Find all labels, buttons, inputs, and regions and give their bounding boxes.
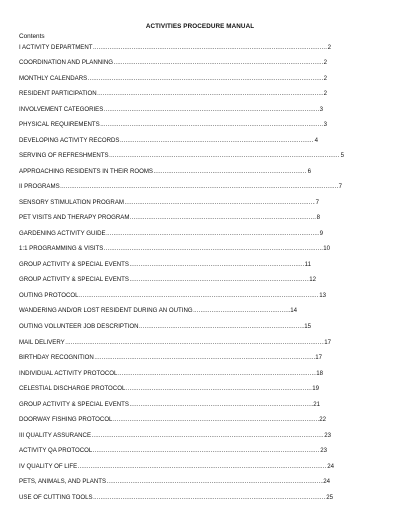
toc-entry[interactable] (19, 416, 326, 425)
toc-dot-leader (97, 90, 323, 97)
toc-dot-leader (65, 339, 323, 346)
toc-entry-page-number: 23 (324, 432, 331, 439)
contents-heading: Contents (19, 33, 45, 40)
toc-entry-label: BIRTHDAY RECOGNITION (19, 354, 94, 361)
document-title: ACTIVITIES PROCEDURE MANUAL (145, 23, 255, 30)
toc-entry-page-number: 11 (304, 261, 311, 268)
toc-entry-page-number: 17 (324, 339, 331, 346)
toc-entry-page-number: 2 (323, 59, 327, 66)
toc-dot-leader (93, 447, 320, 454)
toc-entry-page-number: 7 (315, 199, 319, 206)
toc-entry-label: PHYSICAL REQUIREMENTS (19, 121, 100, 128)
toc-dot-leader (104, 245, 323, 252)
toc-dot-leader (109, 152, 340, 159)
toc-entry-page-number: 6 (307, 168, 311, 175)
toc-dot-leader (126, 385, 312, 392)
toc-dot-leader (193, 307, 290, 314)
toc-entry-page-number: 18 (316, 370, 323, 377)
toc-entry-page-number: 17 (315, 354, 322, 361)
toc-entry[interactable] (19, 75, 327, 84)
toc-dot-leader (104, 106, 319, 113)
toc-entry-page-number: 4 (314, 137, 318, 144)
toc-entry-page-number: 2 (327, 44, 331, 51)
toc-entry-page-number: 14 (290, 307, 297, 314)
toc-dot-leader (93, 494, 326, 501)
toc-dot-leader (139, 323, 304, 330)
toc-dot-leader (114, 59, 324, 66)
toc-dot-leader (107, 478, 323, 485)
toc-entry-page-number: 13 (319, 292, 326, 299)
toc-entry[interactable] (19, 385, 319, 394)
toc-entry[interactable] (19, 463, 334, 472)
toc-dot-leader (60, 183, 338, 190)
toc-entry-page-number: 25 (326, 494, 333, 501)
toc-entry[interactable] (19, 183, 342, 192)
toc-entry-label: I ACTIVITY DEPARTMENT (19, 44, 93, 51)
toc-entry-page-number: 15 (304, 323, 311, 330)
toc-entry-page-number: 24 (323, 478, 330, 485)
toc-entry[interactable] (19, 230, 323, 239)
toc-entry-label: PETS, ANIMALS, AND PLANTS (19, 478, 107, 485)
toc-entry[interactable] (19, 44, 331, 53)
toc-entry[interactable] (19, 261, 311, 270)
toc-entry-page-number: 23 (320, 447, 327, 454)
toc-entry-label: RESIDENT PARTICIPATION (19, 90, 97, 97)
toc-entry-label: IV QUALITY OF LIFE (19, 463, 78, 470)
toc-entry-label: OUTING PROTOCOL (19, 292, 79, 299)
toc-dot-leader (129, 401, 312, 408)
toc-entry-label: II PROGRAMS (19, 183, 60, 190)
toc-entry-label: WANDERING AND/OR LOST RESIDENT DURING AN OUTING (19, 307, 193, 314)
toc-entry-label: GROUP ACTIVITY & SPECIAL EVENTS (19, 276, 129, 283)
toc-entry[interactable] (19, 370, 323, 379)
toc-entry[interactable] (19, 106, 323, 115)
toc-entry-page-number: 21 (313, 401, 320, 408)
toc-entry[interactable] (19, 152, 344, 161)
toc-entry[interactable] (19, 478, 330, 487)
toc-entry[interactable] (19, 276, 316, 285)
toc-entry-label: MAIL DELIVERY (19, 339, 65, 346)
toc-entry-label: GARDENING ACTIVITY GUIDE (19, 230, 106, 237)
toc-dot-leader (129, 261, 304, 268)
toc-entry-label: USE OF CUTTING TOOLS (19, 494, 93, 501)
toc-entry-label: PET VISITS AND THERAPY PROGRAM (19, 214, 130, 221)
toc-dot-leader (153, 168, 307, 175)
toc-entry[interactable] (19, 214, 320, 223)
toc-entry-page-number: 2 (323, 90, 327, 97)
toc-entry-label: SENSORY STIMULATION PROGRAM (19, 199, 124, 206)
toc-entry[interactable] (19, 199, 319, 208)
toc-dot-leader (124, 199, 315, 206)
toc-entry-label: OUTING VOLUNTEER JOB DESCRIPTION (19, 323, 139, 330)
toc-entry-label: COORDINATION AND PLANNING (19, 59, 114, 66)
toc-entry[interactable] (19, 354, 322, 363)
toc-dot-leader (100, 121, 323, 128)
toc-dot-leader (93, 44, 327, 51)
toc-dot-leader (79, 292, 319, 299)
toc-entry-label: INDIVIDUAL ACTIVITY PROTOCOL (19, 370, 118, 377)
toc-entry-label: III QUALITY ASSURANCE (19, 432, 92, 439)
toc-entry[interactable] (19, 307, 297, 316)
toc-entry-page-number: 5 (340, 152, 344, 159)
toc-entry-label: INVOLVEMENT CATEGORIES (19, 106, 104, 113)
toc-entry-label: DOORWAY FISHING PROTOCOL (19, 416, 113, 423)
toc-entry-label: ACTIVITY QA PROTOCOL (19, 447, 93, 454)
toc-dot-leader (129, 276, 308, 283)
toc-entry[interactable] (19, 245, 330, 254)
toc-entry-label: MONTHLY CALENDARS (19, 75, 88, 82)
toc-entry-label: SERVING OF REFRESHMENTS (19, 152, 109, 159)
toc-entry-label: GROUP ACTIVITY & SPECIAL EVENTS (19, 401, 129, 408)
toc-entry[interactable] (19, 494, 333, 503)
toc-entry-page-number: 12 (309, 276, 316, 283)
toc-dot-leader (130, 214, 316, 221)
toc-entry[interactable] (19, 339, 331, 348)
toc-entry-page-number: 24 (327, 463, 334, 470)
toc-entry[interactable] (19, 168, 311, 177)
toc-entry[interactable] (19, 121, 327, 130)
toc-entry[interactable] (19, 137, 318, 146)
toc-entry[interactable] (19, 401, 320, 410)
toc-dot-leader (78, 463, 327, 470)
toc-dot-leader (88, 75, 323, 82)
toc-entry[interactable] (19, 432, 331, 441)
toc-dot-leader (113, 416, 319, 423)
toc-entry-page-number: 3 (319, 106, 323, 113)
toc-entry-label: GROUP ACTIVITY & SPECIAL EVENTS (19, 261, 129, 268)
toc-entry[interactable] (19, 90, 327, 99)
toc-dot-leader (120, 137, 314, 144)
toc-entry[interactable] (19, 59, 327, 68)
toc-entry-page-number: 19 (312, 385, 319, 392)
toc-entry-label: CELESTIAL DISCHARGE PROTOCOL (19, 385, 126, 392)
toc-entry-page-number: 8 (316, 214, 320, 221)
toc-entry-page-number: 2 (323, 75, 327, 82)
toc-entry[interactable] (19, 292, 326, 301)
toc-entry-label: DEVELOPING ACTIVITY RECORDS (19, 137, 120, 144)
toc-entry-page-number: 10 (323, 245, 330, 252)
toc-entry[interactable] (19, 323, 311, 332)
toc-entry[interactable] (19, 447, 327, 456)
toc-entry-page-number: 22 (319, 416, 326, 423)
toc-dot-leader (92, 432, 324, 439)
toc-entry-page-number: 3 (323, 121, 327, 128)
toc-entry-label: APPROACHING RESIDENTS IN THEIR ROOMS (19, 168, 153, 175)
toc-entry-page-number: 9 (319, 230, 323, 237)
toc-entry-label: 1:1 PROGRAMMING & VISITS (19, 245, 104, 252)
toc-dot-leader (106, 230, 319, 237)
toc-entry-page-number: 7 (338, 183, 342, 190)
toc-dot-leader (118, 370, 316, 377)
toc-dot-leader (94, 354, 314, 361)
